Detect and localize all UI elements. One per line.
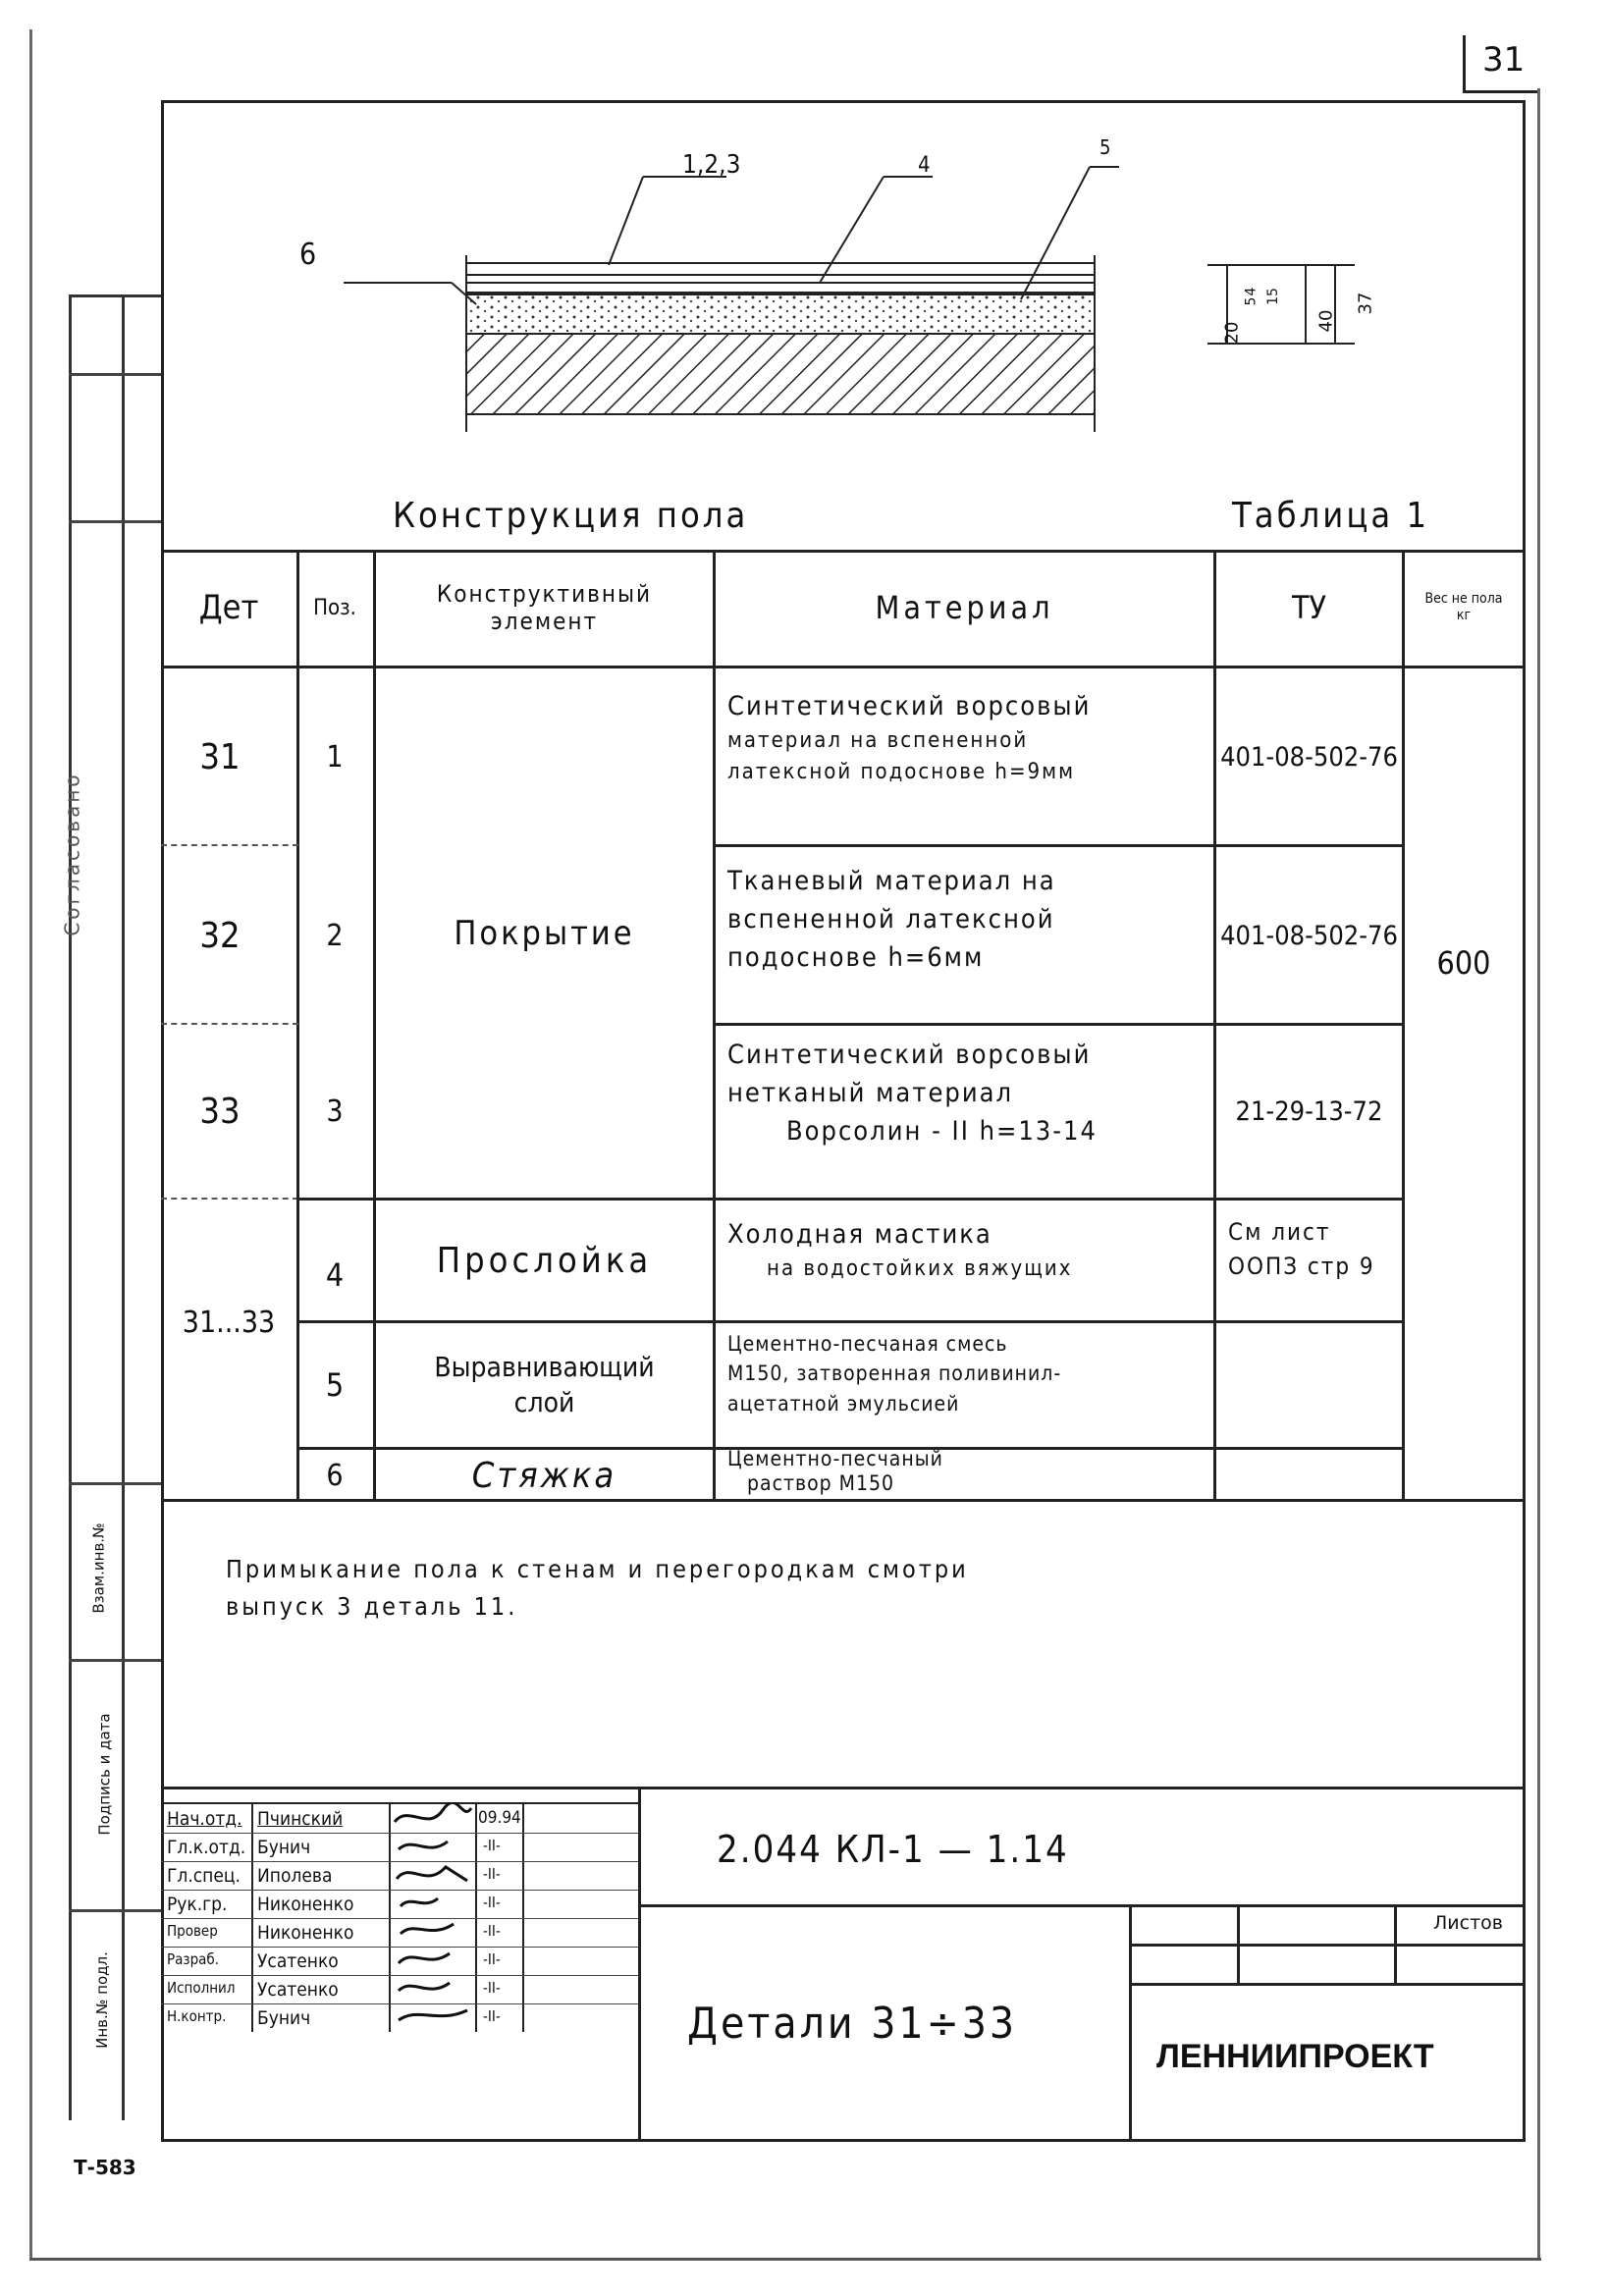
sig-mark: -II- bbox=[483, 1922, 501, 1940]
callout-6: 6 bbox=[299, 238, 317, 272]
row-4-material bbox=[716, 1215, 1213, 1323]
sig-role: Нач.отд. bbox=[167, 1808, 242, 1830]
form-code: Т-583 bbox=[74, 2156, 136, 2179]
material-line: Тканевый материал на bbox=[727, 866, 1056, 896]
sig-role: Разраб. bbox=[167, 1950, 220, 1968]
dim-4: 4 bbox=[1243, 287, 1260, 296]
page-number: 31 bbox=[1482, 40, 1526, 80]
row-32-material bbox=[716, 862, 1213, 1019]
sig-name: Никоненко bbox=[257, 1894, 354, 1915]
row-32-pos: 2 bbox=[326, 918, 344, 953]
sig-role: Гл.спец. bbox=[167, 1865, 241, 1887]
margin-divider bbox=[69, 1482, 161, 1485]
sig-name: Усатенко bbox=[257, 1979, 339, 2001]
header-weight: Вес не пола кг bbox=[1424, 591, 1503, 623]
callout-1-2-3: 1,2,3 bbox=[682, 150, 741, 180]
organization-name: ЛЕННИИПРОЕКТ bbox=[1156, 2038, 1434, 2075]
table-label: Таблица 1 bbox=[1232, 496, 1430, 536]
handwritten-signatures bbox=[389, 1802, 475, 2030]
sig-date: 09.94 bbox=[478, 1808, 521, 1828]
row-5-pos: 5 bbox=[325, 1366, 345, 1404]
row-6-pos: 6 bbox=[326, 1459, 344, 1493]
header-material: Материал bbox=[875, 589, 1054, 626]
row-32-tu: 401-08-502-76 bbox=[1220, 920, 1398, 951]
floor-section-drawing bbox=[255, 118, 1433, 452]
dim-37: 37 bbox=[1355, 292, 1376, 315]
tb-line bbox=[638, 1787, 641, 2142]
tb-line bbox=[1129, 1904, 1132, 2142]
margin-line bbox=[122, 294, 125, 2120]
element-line: Выравнивающий bbox=[434, 1350, 655, 1383]
note bbox=[226, 1551, 969, 1625]
sig-mark: -II- bbox=[483, 1837, 501, 1854]
dim-40: 40 bbox=[1315, 309, 1337, 333]
margin-stamp-label: Согласовано bbox=[60, 772, 84, 936]
row-6-material bbox=[716, 1447, 1213, 1502]
row-4-pos: 4 bbox=[325, 1256, 345, 1294]
tb-line bbox=[1129, 1944, 1526, 1947]
sig-name: Пчинский bbox=[257, 1808, 344, 1830]
material-line: на водостойких вяжущих bbox=[767, 1256, 1073, 1282]
material-line: ацетатной эмульсией bbox=[727, 1391, 960, 1415]
sig-role: Н.контр. bbox=[167, 2007, 227, 2025]
page-right-line bbox=[1537, 88, 1540, 2258]
material-line: Синтетический ворсовый bbox=[727, 691, 1092, 721]
binding-margin bbox=[69, 294, 161, 2120]
material-line: Синтетический ворсовый bbox=[727, 1040, 1092, 1070]
tu-line: ООПЗ стр 9 bbox=[1228, 1252, 1375, 1280]
material-line: подоснове h=6мм bbox=[727, 942, 985, 974]
element-line: слой bbox=[513, 1386, 575, 1418]
sheets-label: Листов bbox=[1433, 1912, 1503, 1934]
tu-line: См лист bbox=[1228, 1218, 1331, 1246]
sig-mark: -II- bbox=[483, 1894, 501, 1911]
table-title: Конструкция пола bbox=[393, 496, 749, 536]
material-line: материал на вспененной bbox=[727, 728, 1029, 754]
callout-4: 4 bbox=[918, 153, 931, 178]
material-line: Цементно-песчаная смесь bbox=[727, 1332, 1008, 1356]
header-pos: Поз. bbox=[313, 595, 356, 620]
material-line: Цементно-песчаный bbox=[727, 1447, 943, 1470]
sig-role: Рук.гр. bbox=[167, 1894, 228, 1915]
row-5-element bbox=[376, 1323, 713, 1447]
sig-mark: -II- bbox=[483, 1865, 501, 1883]
sig-name: Усатенко bbox=[257, 1950, 339, 1972]
row-33-material bbox=[716, 1036, 1213, 1193]
margin-divider bbox=[69, 520, 161, 523]
header-tu: ТУ bbox=[1291, 589, 1327, 626]
row-32-det: 32 bbox=[199, 915, 241, 956]
sig-mark: -II- bbox=[483, 1950, 501, 1968]
sig-mark: -II- bbox=[483, 1979, 501, 1997]
material-line: Холодная мастика bbox=[727, 1219, 992, 1250]
tb-line bbox=[1237, 1904, 1240, 1983]
header-element: Конструктивный элемент bbox=[436, 580, 653, 635]
material-line: М150, затворенная поливинил- bbox=[727, 1362, 1062, 1386]
tb-line bbox=[1394, 1904, 1397, 1983]
sig-name: Иполева bbox=[257, 1865, 333, 1887]
tb-line bbox=[638, 1904, 1526, 1907]
margin-label-replace: Взам.инв.№ bbox=[89, 1522, 108, 1614]
material-line: нетканый материал bbox=[727, 1078, 1014, 1109]
sig-role: Исполнил bbox=[167, 1979, 236, 1997]
row-4-tu bbox=[1216, 1215, 1402, 1323]
row-33-tu: 21-29-13-72 bbox=[1235, 1096, 1383, 1127]
sig-mark: -II- bbox=[483, 2007, 501, 2025]
header-det: Дет bbox=[198, 588, 259, 627]
sig-name: Никоненко bbox=[257, 1922, 354, 1944]
group-covering: Покрытие bbox=[454, 914, 635, 953]
row-33-pos: 3 bbox=[326, 1095, 344, 1129]
page-left-line bbox=[29, 29, 32, 2258]
material-line: Ворсолин - II h=13-14 bbox=[786, 1116, 1098, 1148]
margin-label-inventory: Инв.№ подл. bbox=[92, 1951, 111, 2049]
dim-20: 20 bbox=[1221, 321, 1243, 345]
note-line: выпуск 3 деталь 11. bbox=[226, 1591, 518, 1621]
row-31-material bbox=[716, 687, 1213, 844]
note-line: Примыкание пола к стенам и перегородкам смотри bbox=[226, 1555, 969, 1583]
margin-divider bbox=[69, 1909, 161, 1912]
sig-role: Провер bbox=[167, 1922, 218, 1940]
row-31-det: 31 bbox=[199, 736, 241, 777]
row-31-pos: 1 bbox=[326, 739, 344, 774]
row-4-element: Прослойка bbox=[436, 1240, 653, 1281]
weight-value: 600 bbox=[1436, 944, 1491, 982]
sheet-title: Детали 31÷33 bbox=[687, 1999, 1018, 2049]
dim-5: 5 bbox=[1243, 296, 1260, 306]
material-line: вспененной латексной bbox=[727, 904, 1055, 935]
sig-name: Бунич bbox=[257, 1837, 311, 1858]
tb-line bbox=[1129, 1983, 1526, 1986]
margin-divider bbox=[69, 373, 161, 376]
rows-31-33-det: 31...33 bbox=[182, 1305, 276, 1340]
page-bottom-line bbox=[29, 2258, 1541, 2261]
margin-divider bbox=[69, 1659, 161, 1662]
sig-role: Гл.к.отд. bbox=[167, 1837, 246, 1858]
material-line: латексной подоснове h=9мм bbox=[727, 760, 1076, 785]
row-6-element: Стяжка bbox=[471, 1456, 617, 1496]
row-31-tu: 401-08-502-76 bbox=[1220, 741, 1398, 773]
material-line: раствор М150 bbox=[747, 1471, 895, 1496]
document-designation: 2.044 КЛ-1 — 1.14 bbox=[717, 1828, 1069, 1871]
sig-name: Бунич bbox=[257, 2007, 311, 2029]
callout-5: 5 bbox=[1099, 135, 1111, 159]
margin-label-signature: Подпись и дата bbox=[95, 1713, 114, 1836]
dim-15: 15 bbox=[1264, 288, 1281, 305]
row-33-det: 33 bbox=[199, 1092, 241, 1132]
row-5-material bbox=[716, 1329, 1213, 1445]
